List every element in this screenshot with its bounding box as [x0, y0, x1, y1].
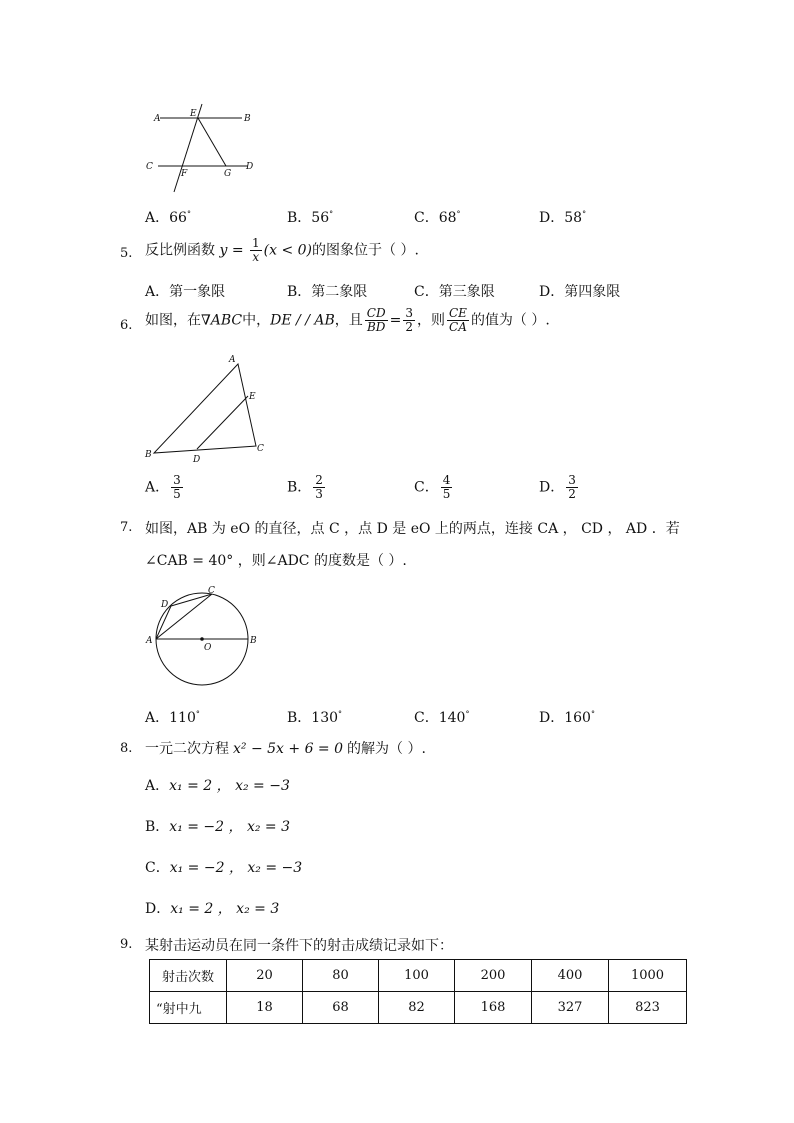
q7-option-b-unit: ° — [338, 709, 343, 719]
q8-option-a-letter: A． — [145, 778, 170, 794]
q6-fraction-2 — [403, 307, 415, 334]
table-cell: 823 — [609, 992, 687, 1024]
table-cell: 200 — [455, 960, 532, 992]
q5-frac-den: x — [252, 250, 260, 265]
q4-option-b-value: 56 — [311, 210, 330, 226]
q7-option-d-value: 160 — [564, 710, 591, 726]
q7-label-C: C — [208, 586, 215, 596]
q4-option-a-value: 66 — [169, 210, 187, 226]
table-cell: 20 — [227, 960, 303, 992]
q5-option-a-text: 第一象限 — [169, 284, 226, 300]
q6-frac3-den: CA — [449, 320, 467, 335]
q8-option-c[interactable] — [145, 857, 302, 877]
q8-option-d-letter: D． — [145, 901, 171, 917]
q6-label-D: D — [193, 455, 201, 465]
q7-option-c-letter: C． — [414, 710, 439, 726]
q6-option-b-num: 2 — [315, 473, 323, 487]
q8-text-pre: 一元二次方程 — [145, 741, 229, 757]
q7-option-b-letter: B． — [287, 710, 312, 726]
q4-option-b[interactable] — [287, 207, 333, 227]
q7-option-a-letter: A． — [145, 710, 170, 726]
q5-text-post: 的图象位于（ ）. — [312, 242, 419, 259]
table-cell: “射中九 — [150, 992, 227, 1024]
q4-figure — [140, 100, 270, 195]
q4-option-c-value: 68 — [438, 210, 457, 226]
table-row — [150, 992, 687, 1024]
q6-option-d-letter: D． — [539, 479, 565, 496]
q6-number: 6. — [120, 318, 133, 333]
q6-option-c-den: 5 — [442, 487, 451, 502]
q7-option-c-value: 140 — [438, 710, 466, 726]
q7-stem-line2: ∠CAB = 40° ，则∠ADC 的度数是（ ）. — [145, 553, 407, 569]
q4-label-F: F — [181, 169, 188, 179]
q5-option-b-text: 第二象限 — [311, 284, 368, 300]
q6-option-a-letter: A． — [145, 479, 170, 496]
q6-option-a[interactable] — [145, 474, 185, 501]
table-cell: 400 — [532, 960, 609, 992]
q5-option-c-letter: C． — [414, 284, 439, 300]
q8-equation: x² − 5x + 6 = 0 — [233, 741, 344, 757]
q6-text-3: ，且 — [334, 312, 363, 329]
q5-option-c-text: 第三象限 — [438, 284, 495, 300]
table-cell: 射击次数 — [150, 960, 227, 992]
q6-parallel: DE / / AB — [270, 312, 335, 329]
q6-option-c-frac — [441, 474, 453, 501]
q5-stem — [145, 237, 419, 264]
q4-option-d-letter: D． — [539, 210, 565, 226]
q8-stem — [145, 738, 426, 758]
q6-label-E: E — [249, 392, 256, 402]
q6-option-b-den: 3 — [315, 487, 323, 502]
q6-text-5: 的值为（ ）. — [470, 312, 550, 329]
q5-option-a-letter: A． — [145, 284, 170, 300]
table-cell: 80 — [303, 960, 379, 992]
q7-label-O: O — [204, 643, 212, 653]
table-cell: 168 — [455, 992, 532, 1024]
q6-frac1-num: CD — [366, 306, 386, 320]
q6-option-a-frac — [171, 474, 183, 501]
q7-figure — [142, 582, 267, 692]
q6-option-b[interactable] — [287, 474, 327, 501]
q4-option-d-value: 58 — [564, 210, 583, 226]
table-cell: 68 — [303, 992, 379, 1024]
table-cell: 327 — [532, 992, 609, 1024]
q5-option-b-letter: B． — [287, 284, 312, 300]
q4-label-E: E — [190, 109, 197, 119]
q6-figure — [140, 350, 275, 468]
q5-text-pre: 反比例函数 — [145, 242, 215, 259]
q7-option-d-letter: D． — [539, 710, 565, 726]
q4-option-b-letter: B． — [287, 210, 312, 226]
q5-frac-num: 1 — [252, 236, 260, 250]
q7-label-D: D — [161, 600, 169, 610]
q6-option-a-den: 5 — [173, 487, 181, 502]
q5-formula-lhs: y = — [219, 242, 244, 259]
q4-option-c[interactable] — [414, 207, 461, 227]
q6-text-4: ，则 — [416, 312, 445, 329]
q7-option-a-unit: ° — [195, 709, 200, 719]
q6-fraction-1 — [365, 307, 388, 334]
q7-option-b[interactable] — [287, 707, 342, 727]
q6-option-a-num: 3 — [173, 473, 181, 487]
table-cell: 100 — [379, 960, 455, 992]
q6-option-b-frac — [313, 474, 325, 501]
q6-fraction-3 — [447, 307, 469, 334]
q7-option-a-value: 110 — [169, 710, 196, 726]
q4-option-a[interactable] — [145, 207, 191, 227]
q4-option-c-letter: C． — [414, 210, 439, 226]
q8-option-d-text: x₁ = 2 ， x₂ = 3 — [170, 901, 280, 917]
table-row — [150, 960, 687, 992]
table-cell: 18 — [227, 992, 303, 1024]
q7-label-B: B — [250, 636, 257, 646]
q5-condition: (x < 0) — [263, 242, 312, 259]
q4-label-G: G — [224, 169, 232, 179]
q9-table — [149, 959, 687, 1024]
q8-option-d[interactable] — [145, 898, 279, 918]
q6-option-c[interactable] — [414, 474, 454, 501]
q4-option-a-letter: A． — [145, 210, 170, 226]
q6-option-d-num: 3 — [568, 473, 576, 487]
q7-label-A: A — [146, 636, 153, 646]
q8-option-a-text: x₁ = 2 ， x₂ = −3 — [169, 778, 290, 794]
q6-label-C: C — [257, 444, 264, 454]
q5-option-b[interactable] — [287, 281, 367, 301]
q7-option-d-unit: ° — [590, 709, 595, 719]
q5-option-d[interactable] — [539, 281, 620, 301]
q7-option-c[interactable] — [414, 707, 469, 727]
q6-frac2-den: 2 — [405, 320, 413, 335]
q6-option-b-letter: B． — [287, 479, 312, 496]
q6-label-B: B — [145, 450, 152, 460]
q9-stem: 某射击运动员在同一条件下的射击成绩记录如下： — [145, 938, 453, 954]
q5-option-a[interactable] — [145, 281, 225, 301]
q7-option-c-unit: ° — [465, 709, 470, 719]
q6-option-c-num: 4 — [442, 473, 451, 487]
q8-text-post: 的解为（ ）. — [347, 741, 426, 757]
table-cell: 1000 — [609, 960, 687, 992]
q6-stem — [145, 307, 550, 334]
q4-label-B: B — [244, 114, 251, 124]
q6-text-2: 中， — [242, 312, 271, 329]
q6-option-d-frac — [566, 474, 578, 501]
q9-number: 9. — [120, 937, 133, 952]
q4-label-A: A — [154, 114, 161, 124]
q8-option-b-text: x₁ = −2 ， x₂ = 3 — [169, 819, 291, 835]
q8-option-b[interactable] — [145, 816, 290, 836]
q5-fraction — [250, 237, 262, 264]
q4-option-d[interactable] — [539, 207, 586, 227]
q5-option-d-text: 第四象限 — [564, 284, 621, 300]
q6-option-c-letter: C． — [414, 479, 439, 496]
q6-frac3-num: CE — [448, 306, 467, 320]
q8-option-c-text: x₁ = −2 ， x₂ = −3 — [169, 860, 303, 876]
q6-option-d-den: 2 — [568, 487, 576, 502]
q6-eq: = — [389, 312, 402, 329]
q6-frac1-den: BD — [366, 320, 386, 335]
q6-triangle: ∇ABC — [201, 312, 243, 329]
q8-option-b-letter: B． — [145, 819, 170, 835]
q6-label-A: A — [229, 355, 236, 365]
table-cell: 82 — [379, 992, 455, 1024]
q4-label-D: D — [246, 162, 254, 172]
q5-option-c[interactable] — [414, 281, 495, 301]
q6-option-d[interactable] — [539, 474, 580, 501]
q7-option-d[interactable] — [539, 707, 595, 727]
q7-option-b-value: 130 — [311, 710, 339, 726]
q7-number: 7. — [120, 520, 133, 535]
q4-option-b-unit: ° — [329, 209, 334, 219]
q4-label-C: C — [146, 162, 153, 172]
q8-number: 8. — [120, 741, 133, 756]
q6-text-1: 如图，在 — [145, 312, 201, 329]
q7-stem-line1: 如图，AB 为 eO 的直径，点 C ，点 D 是 eO 上的两点，连接 CA ， CD ， AD ．若 — [145, 521, 680, 537]
q4-option-a-unit: ° — [186, 209, 191, 219]
q6-frac2-num: 3 — [405, 306, 413, 320]
q5-number: 5. — [120, 246, 133, 261]
q8-option-a[interactable] — [145, 775, 290, 795]
q4-option-d-unit: ° — [582, 209, 587, 219]
q4-option-c-unit: ° — [456, 209, 461, 219]
q7-option-a[interactable] — [145, 707, 200, 727]
q8-option-c-letter: C． — [145, 860, 170, 876]
q5-option-d-letter: D． — [539, 284, 565, 300]
